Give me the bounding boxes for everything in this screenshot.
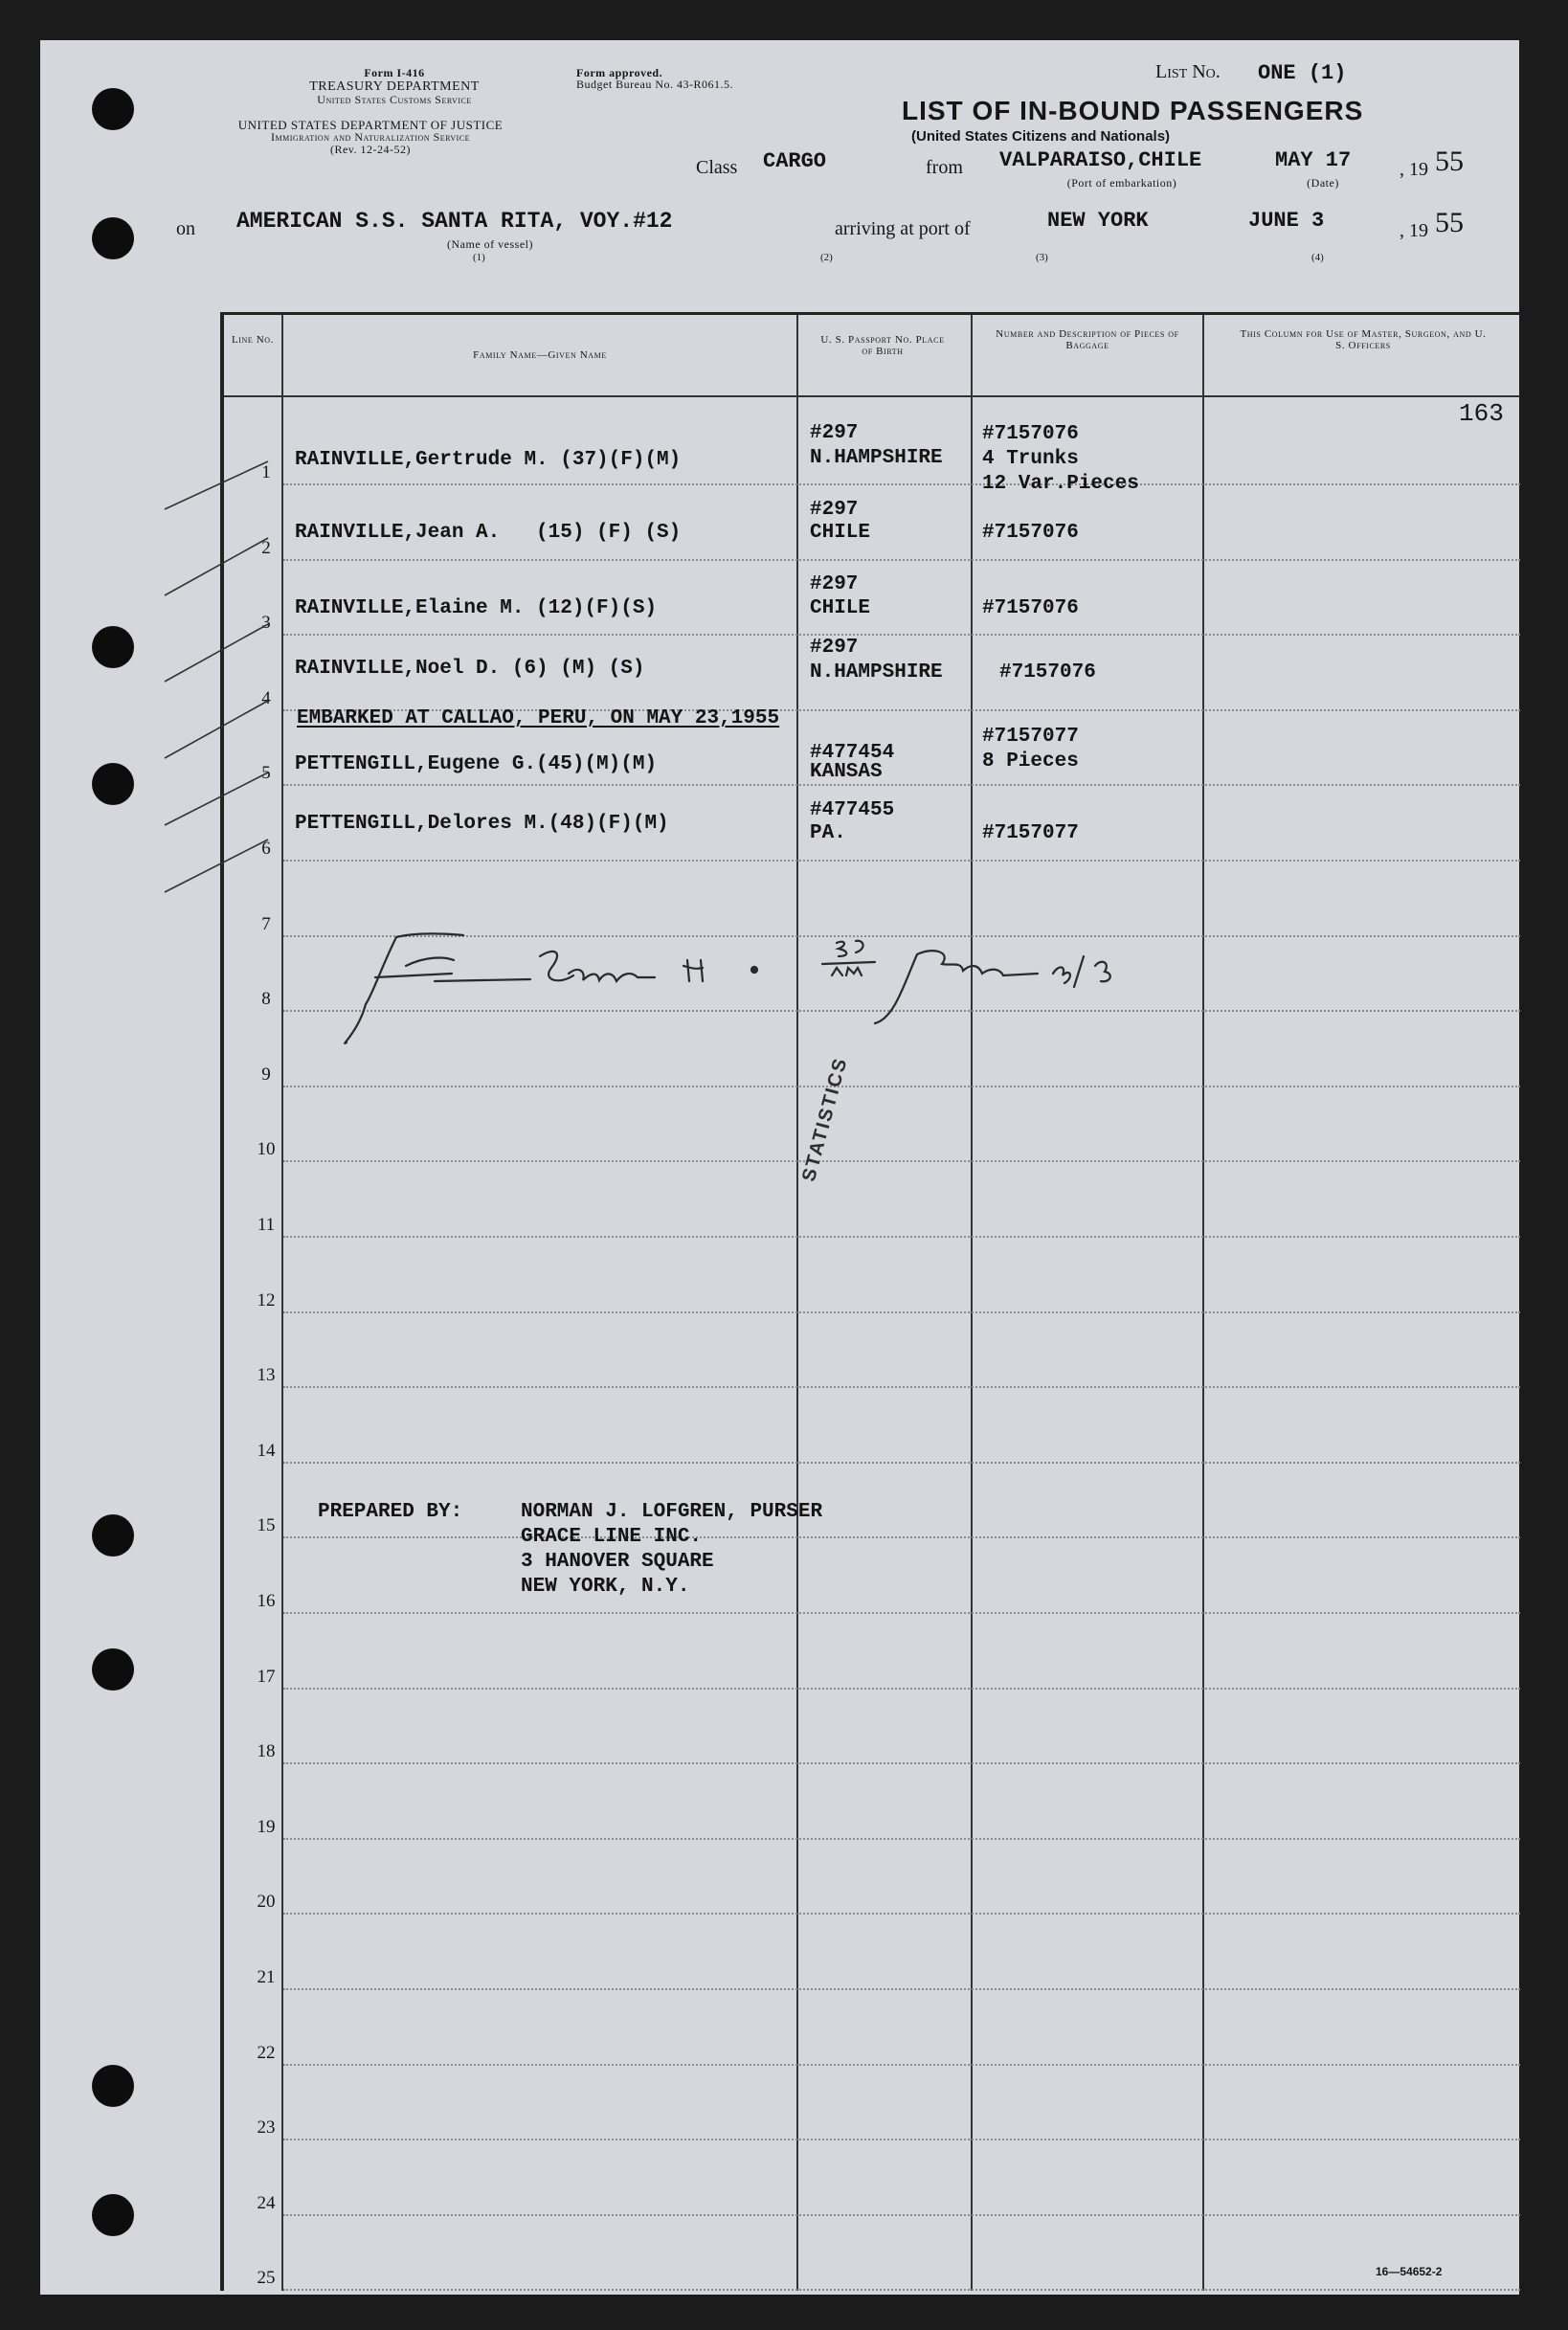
line-number: 13 — [257, 1365, 276, 1386]
form-number: Form I-416 — [364, 66, 425, 79]
line-number: 19 — [257, 1816, 276, 1837]
year-prefix: , 19 — [1400, 159, 1428, 180]
birthplace: N.HAMPSHIRE — [810, 661, 943, 683]
line-number: 11 — [257, 1215, 276, 1235]
line-number: 1 — [261, 462, 271, 482]
embarkation-date: MAY 17 — [1275, 148, 1352, 172]
passenger-table — [220, 312, 1520, 2291]
column-divider — [971, 315, 973, 2291]
row-rule — [283, 559, 1520, 561]
column-ref-3: (3) — [1036, 252, 1048, 263]
passenger-name: RAINVILLE,Gertrude M. (37)(F)(M) — [295, 449, 682, 471]
line-number: 12 — [257, 1289, 276, 1311]
date-caption: (Date) — [1307, 176, 1339, 190]
customs-service: United States Customs Service — [317, 93, 472, 106]
from-label: from — [926, 157, 963, 178]
document-sheet — [40, 40, 1519, 2295]
ins-service: Immigration and Naturalization Service — [270, 130, 470, 144]
birthplace: CHILE — [810, 597, 871, 619]
row-rule — [283, 2289, 1520, 2291]
document-title: LIST OF IN-BOUND PASSENGERS — [902, 96, 1364, 125]
baggage: #7157076 — [982, 522, 1079, 544]
form-approved: Form approved. — [576, 66, 663, 79]
row-rule — [283, 1236, 1520, 1238]
line-number: 14 — [257, 1440, 276, 1461]
line-number: 15 — [257, 1515, 276, 1536]
passenger-name: RAINVILLE,Elaine M. (12)(F)(S) — [295, 597, 658, 619]
line-number: 3 — [261, 613, 271, 634]
passport-number: #297 — [810, 422, 859, 444]
treasury-dept: TREASURY DEPARTMENT — [309, 79, 480, 94]
line-number: 24 — [257, 2192, 276, 2213]
row-rule — [283, 1612, 1520, 1614]
punch-hole — [92, 2065, 134, 2107]
punch-hole — [92, 1514, 134, 1557]
row-rule — [283, 1536, 1520, 1538]
line-number: 18 — [257, 1741, 276, 1762]
row-rule — [283, 483, 1520, 485]
header-officers: This Column for Use of Master, Surgeon, and U. S. Officers — [1240, 328, 1487, 351]
baggage: #7157076 4 Trunks 12 Var.Pieces — [982, 423, 1139, 495]
passport-number: #297 — [810, 499, 859, 521]
document-subtitle: (United States Citizens and Nationals) — [911, 128, 1171, 145]
line-number: 23 — [257, 2117, 276, 2139]
preparer-company: GRACE LINE INC. — [521, 1526, 703, 1548]
birthplace: KANSAS — [810, 761, 883, 783]
header-name: Family Name—Given Name — [473, 349, 607, 361]
punch-hole — [92, 217, 134, 259]
arrival-port: NEW YORK — [1047, 209, 1149, 233]
row-rule — [283, 1086, 1520, 1087]
line-number: 2 — [261, 537, 271, 558]
revision: (Rev. 12-24-52) — [329, 143, 412, 156]
row-rule — [283, 784, 1520, 786]
punch-hole — [92, 88, 134, 130]
line-number: 22 — [257, 2042, 276, 2063]
header-line-no: Line No. — [231, 334, 275, 346]
form-code: 16—54652-2 — [1376, 2265, 1443, 2278]
line-number: 25 — [257, 2268, 276, 2289]
header-rule — [224, 395, 1520, 397]
year-prefix-text: 19 — [1409, 159, 1428, 180]
passenger-name: PETTENGILL,Delores M.(48)(F)(M) — [295, 813, 669, 835]
row-rule — [283, 1160, 1520, 1162]
line-number: 16 — [257, 1591, 276, 1611]
passenger-name: RAINVILLE,Noel D. (6) (M) (S) — [295, 658, 645, 680]
arrival-year-prefix-text: 19 — [1409, 220, 1428, 241]
arrival-date: JUNE 3 — [1248, 209, 1325, 233]
column-ref-2: (2) — [820, 252, 833, 263]
arrival-year-prefix: , 19 — [1400, 220, 1428, 241]
column-ref-4: (4) — [1311, 252, 1324, 263]
row-rule — [283, 860, 1520, 862]
line-number: 10 — [257, 1139, 276, 1160]
baggage: #7157076 — [982, 597, 1079, 619]
row-rule — [283, 1762, 1520, 1764]
row-rule — [283, 1913, 1520, 1915]
embarkation-port: VALPARAISO,CHILE — [999, 148, 1202, 172]
column-ref-1: (1) — [473, 252, 485, 263]
passport-number: #477454 — [810, 742, 895, 764]
passport-number: #297 — [810, 637, 859, 659]
row-rule — [283, 1311, 1520, 1313]
vessel-caption: (Name of vessel) — [447, 237, 533, 251]
column-divider — [1202, 315, 1204, 2291]
on-label: on — [176, 218, 195, 239]
column-divider — [281, 315, 283, 2291]
row-rule — [283, 2214, 1520, 2216]
line-number: 6 — [261, 839, 271, 859]
punch-hole — [92, 1648, 134, 1691]
tick-marks — [163, 442, 278, 902]
line-number: 8 — [261, 989, 271, 1010]
class-value: CARGO — [763, 149, 827, 173]
header-baggage: Number and Description of Pieces of Baggage — [996, 328, 1179, 351]
row-rule — [283, 1386, 1520, 1388]
year-suffix: 55 — [1435, 146, 1464, 177]
row-rule — [283, 2139, 1520, 2140]
row-rule — [283, 2064, 1520, 2066]
embarked-note: EMBARKED AT CALLAO, PERU, ON MAY 23,1955 — [297, 707, 780, 729]
punch-hole — [92, 626, 134, 668]
column-divider — [796, 315, 798, 2291]
row-rule — [283, 1462, 1520, 1464]
row-rule — [283, 1988, 1520, 1990]
birthplace: PA. — [810, 822, 846, 844]
arrival-year-suffix: 55 — [1435, 207, 1464, 238]
line-number: 17 — [257, 1666, 276, 1687]
line-number: 5 — [261, 763, 271, 784]
row-rule — [283, 634, 1520, 636]
punch-hole — [92, 2194, 134, 2236]
class-label: Class — [696, 157, 738, 178]
row-rule — [283, 1688, 1520, 1690]
line-number: 4 — [261, 687, 271, 708]
vessel-name: AMERICAN S.S. SANTA RITA, VOY.#12 — [236, 209, 673, 234]
birthplace: CHILE — [810, 522, 871, 544]
preparer-line: NORMAN J. LOFGREN, PURSER — [521, 1501, 823, 1523]
list-no-label: List No. — [1155, 61, 1221, 82]
list-no-value: ONE (1) — [1258, 61, 1347, 85]
passenger-name: PETTENGILL,Eugene G.(45)(M)(M) — [295, 753, 658, 775]
page-number: 163 — [1459, 399, 1504, 428]
preparer-street: 3 HANOVER SQUARE — [521, 1551, 714, 1573]
justice-dept: UNITED STATES DEPARTMENT OF JUSTICE — [237, 118, 504, 132]
preparer-city: NEW YORK, N.Y. — [521, 1576, 690, 1598]
birthplace: N.HAMPSHIRE — [810, 447, 943, 469]
line-number: 21 — [257, 1967, 276, 1987]
passport-number: #297 — [810, 573, 859, 595]
punch-hole — [92, 763, 134, 805]
baggage: #7157077 8 Pieces — [982, 726, 1079, 773]
prepared-label: PREPARED BY: — [318, 1501, 463, 1523]
budget-bureau: Budget Bureau No. 43-R061.5. — [576, 78, 733, 91]
header-passport: U. S. Passport No. Place of Birth — [820, 334, 945, 357]
passport-number: #477455 — [810, 799, 895, 821]
line-number: 7 — [261, 913, 271, 934]
baggage: #7157076 — [999, 661, 1096, 683]
baggage: #7157077 — [982, 822, 1079, 844]
port-caption: (Port of embarkation) — [1066, 176, 1177, 190]
line-number: 9 — [261, 1064, 271, 1085]
row-rule — [283, 1838, 1520, 1840]
arriving-label: arriving at port of — [835, 218, 971, 239]
statistics-stamp: STATISTICS — [798, 1054, 852, 1184]
handwritten-signature — [339, 928, 1296, 1052]
line-number: 20 — [257, 1892, 276, 1913]
passenger-name: RAINVILLE,Jean A. (15) (F) (S) — [295, 522, 682, 544]
